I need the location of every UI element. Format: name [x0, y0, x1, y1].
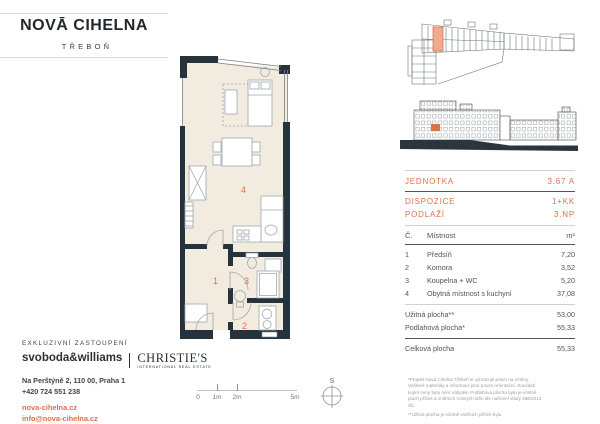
room-row — [405, 274, 575, 287]
legal-footnote — [408, 377, 546, 419]
agency-phone[interactable]: +420 724 551 238 — [22, 386, 81, 396]
layout-row — [405, 192, 575, 208]
floor-value: 3.NP — [554, 210, 575, 219]
dresser — [225, 90, 237, 114]
highlighted-unit-elevation — [431, 124, 440, 131]
room-row — [405, 287, 575, 300]
scale-label-5m: 5m — [290, 394, 300, 401]
layout-value: 1+KK — [552, 197, 575, 206]
unit-number-label: JEDNOTKA — [405, 177, 455, 186]
building-elevation — [398, 94, 580, 164]
scale-label-1m: 1m — [212, 394, 222, 401]
usable-area-value: 53,00 — [557, 310, 575, 319]
total-area-value: 55,33 — [557, 344, 575, 353]
floor-area-value: 55,33 — [557, 323, 575, 332]
chair — [213, 155, 221, 165]
bathroom-niche — [265, 259, 281, 272]
scale-tick-2m — [237, 384, 238, 391]
agency-website-link[interactable]: nova-cihelna.cz — [22, 402, 78, 412]
room-row — [405, 261, 575, 274]
room-label-2: 2 — [242, 321, 248, 331]
footnote-line-1: *Projekt Nová Cihelna Třeboň si vyhrazuje právo na změny. Veškeré materiály a informace jsou pouze orientační. Součástí kupní ceny bytu není nábytek. Podlahová plocha bytu je včetně ploch příček a vnitřních nosných stěn dle nařízení vlády 366/2013 Sb. — [408, 377, 542, 408]
christies-wordmark: CHRISTIE'S — [137, 351, 208, 365]
ground-line — [400, 140, 578, 151]
scale-bar — [197, 390, 297, 391]
building-site-plan — [398, 12, 580, 90]
chair — [252, 142, 260, 152]
pillow — [250, 82, 259, 89]
scale-tick-1m — [217, 384, 218, 391]
agency-email-link[interactable]: info@nova-cihelna.cz — [22, 414, 98, 424]
scale-label-0: 0 — [196, 394, 200, 401]
agency-block — [22, 340, 212, 424]
room-label-1: 1 — [213, 276, 219, 286]
entry-cabinet — [185, 304, 207, 322]
svoboda-williams-logo: svoboda&williams — [22, 352, 123, 364]
room-area: 3,52 — [561, 263, 575, 272]
chair — [213, 142, 221, 152]
highlighted-unit-site — [433, 27, 443, 51]
dining-table — [222, 138, 252, 166]
room-name: Komora — [427, 263, 453, 272]
floor-row — [405, 208, 575, 225]
floor-area-label: Podlahová plocha* — [405, 323, 465, 332]
brand-divider — [129, 353, 130, 368]
col-room: Místnost — [427, 231, 456, 240]
room-no: 2 — [405, 263, 409, 272]
layout-label: DISPOZICE — [405, 197, 456, 206]
scale-label-2m: 2m — [232, 394, 242, 401]
col-number: Č. — [405, 231, 413, 240]
room-name: Předsíň — [427, 250, 452, 259]
chair — [252, 155, 260, 165]
agency-brands — [22, 352, 212, 369]
room-no: 1 — [405, 250, 409, 259]
unit-row — [405, 171, 575, 191]
project-subtitle: TŘEBOŇ — [61, 42, 113, 51]
room-no: 4 — [405, 289, 409, 298]
unit-number-value: 3.67 A — [547, 177, 575, 186]
project-header — [0, 0, 168, 60]
room-area: 5,20 — [561, 276, 575, 285]
unit-floor-plan — [177, 50, 295, 342]
room-name: Obytná místnost s kuchyní — [427, 289, 512, 298]
room-label-3: 3 — [244, 276, 250, 286]
toilet-tank — [246, 253, 258, 258]
floor-label: PODLAŽÍ — [405, 210, 445, 219]
usable-area-label: Užitná plocha** — [405, 310, 455, 319]
christies-logo — [137, 352, 211, 369]
room-no: 3 — [405, 276, 409, 285]
room-label-4: 4 — [241, 185, 247, 195]
footnote-line-2: **Užitná plocha je včetně vnitřních příček bytu — [408, 412, 502, 418]
shower — [257, 271, 279, 298]
rooms-header — [405, 226, 575, 244]
total-area-row — [405, 339, 575, 355]
agency-heading: EXKLUZIVNÍ ZASTOUPENÍ — [22, 340, 128, 347]
col-unit: m² — [566, 231, 575, 240]
pillow — [261, 82, 270, 89]
floor-area-row — [405, 321, 575, 334]
header-rule-top — [0, 13, 168, 14]
unit-info-table — [405, 166, 575, 355]
room-name: Koupelna + WC — [427, 276, 478, 285]
header-rule-bottom — [0, 57, 168, 58]
agency-address: Na Perštýně 2, 110 00, Praha 1 — [22, 376, 126, 386]
room-area: 37,08 — [557, 289, 575, 298]
compass-icon — [318, 374, 348, 412]
total-area-label: Celková plocha — [405, 344, 455, 353]
room-row — [405, 248, 575, 261]
compass-north-label: S — [329, 378, 335, 385]
project-title: NOVĀ CIHELNA — [20, 17, 148, 34]
room-area: 7,20 — [561, 250, 575, 259]
usable-area-row — [405, 308, 575, 321]
christies-tagline: INTERNATIONAL REAL ESTATE — [137, 364, 212, 369]
